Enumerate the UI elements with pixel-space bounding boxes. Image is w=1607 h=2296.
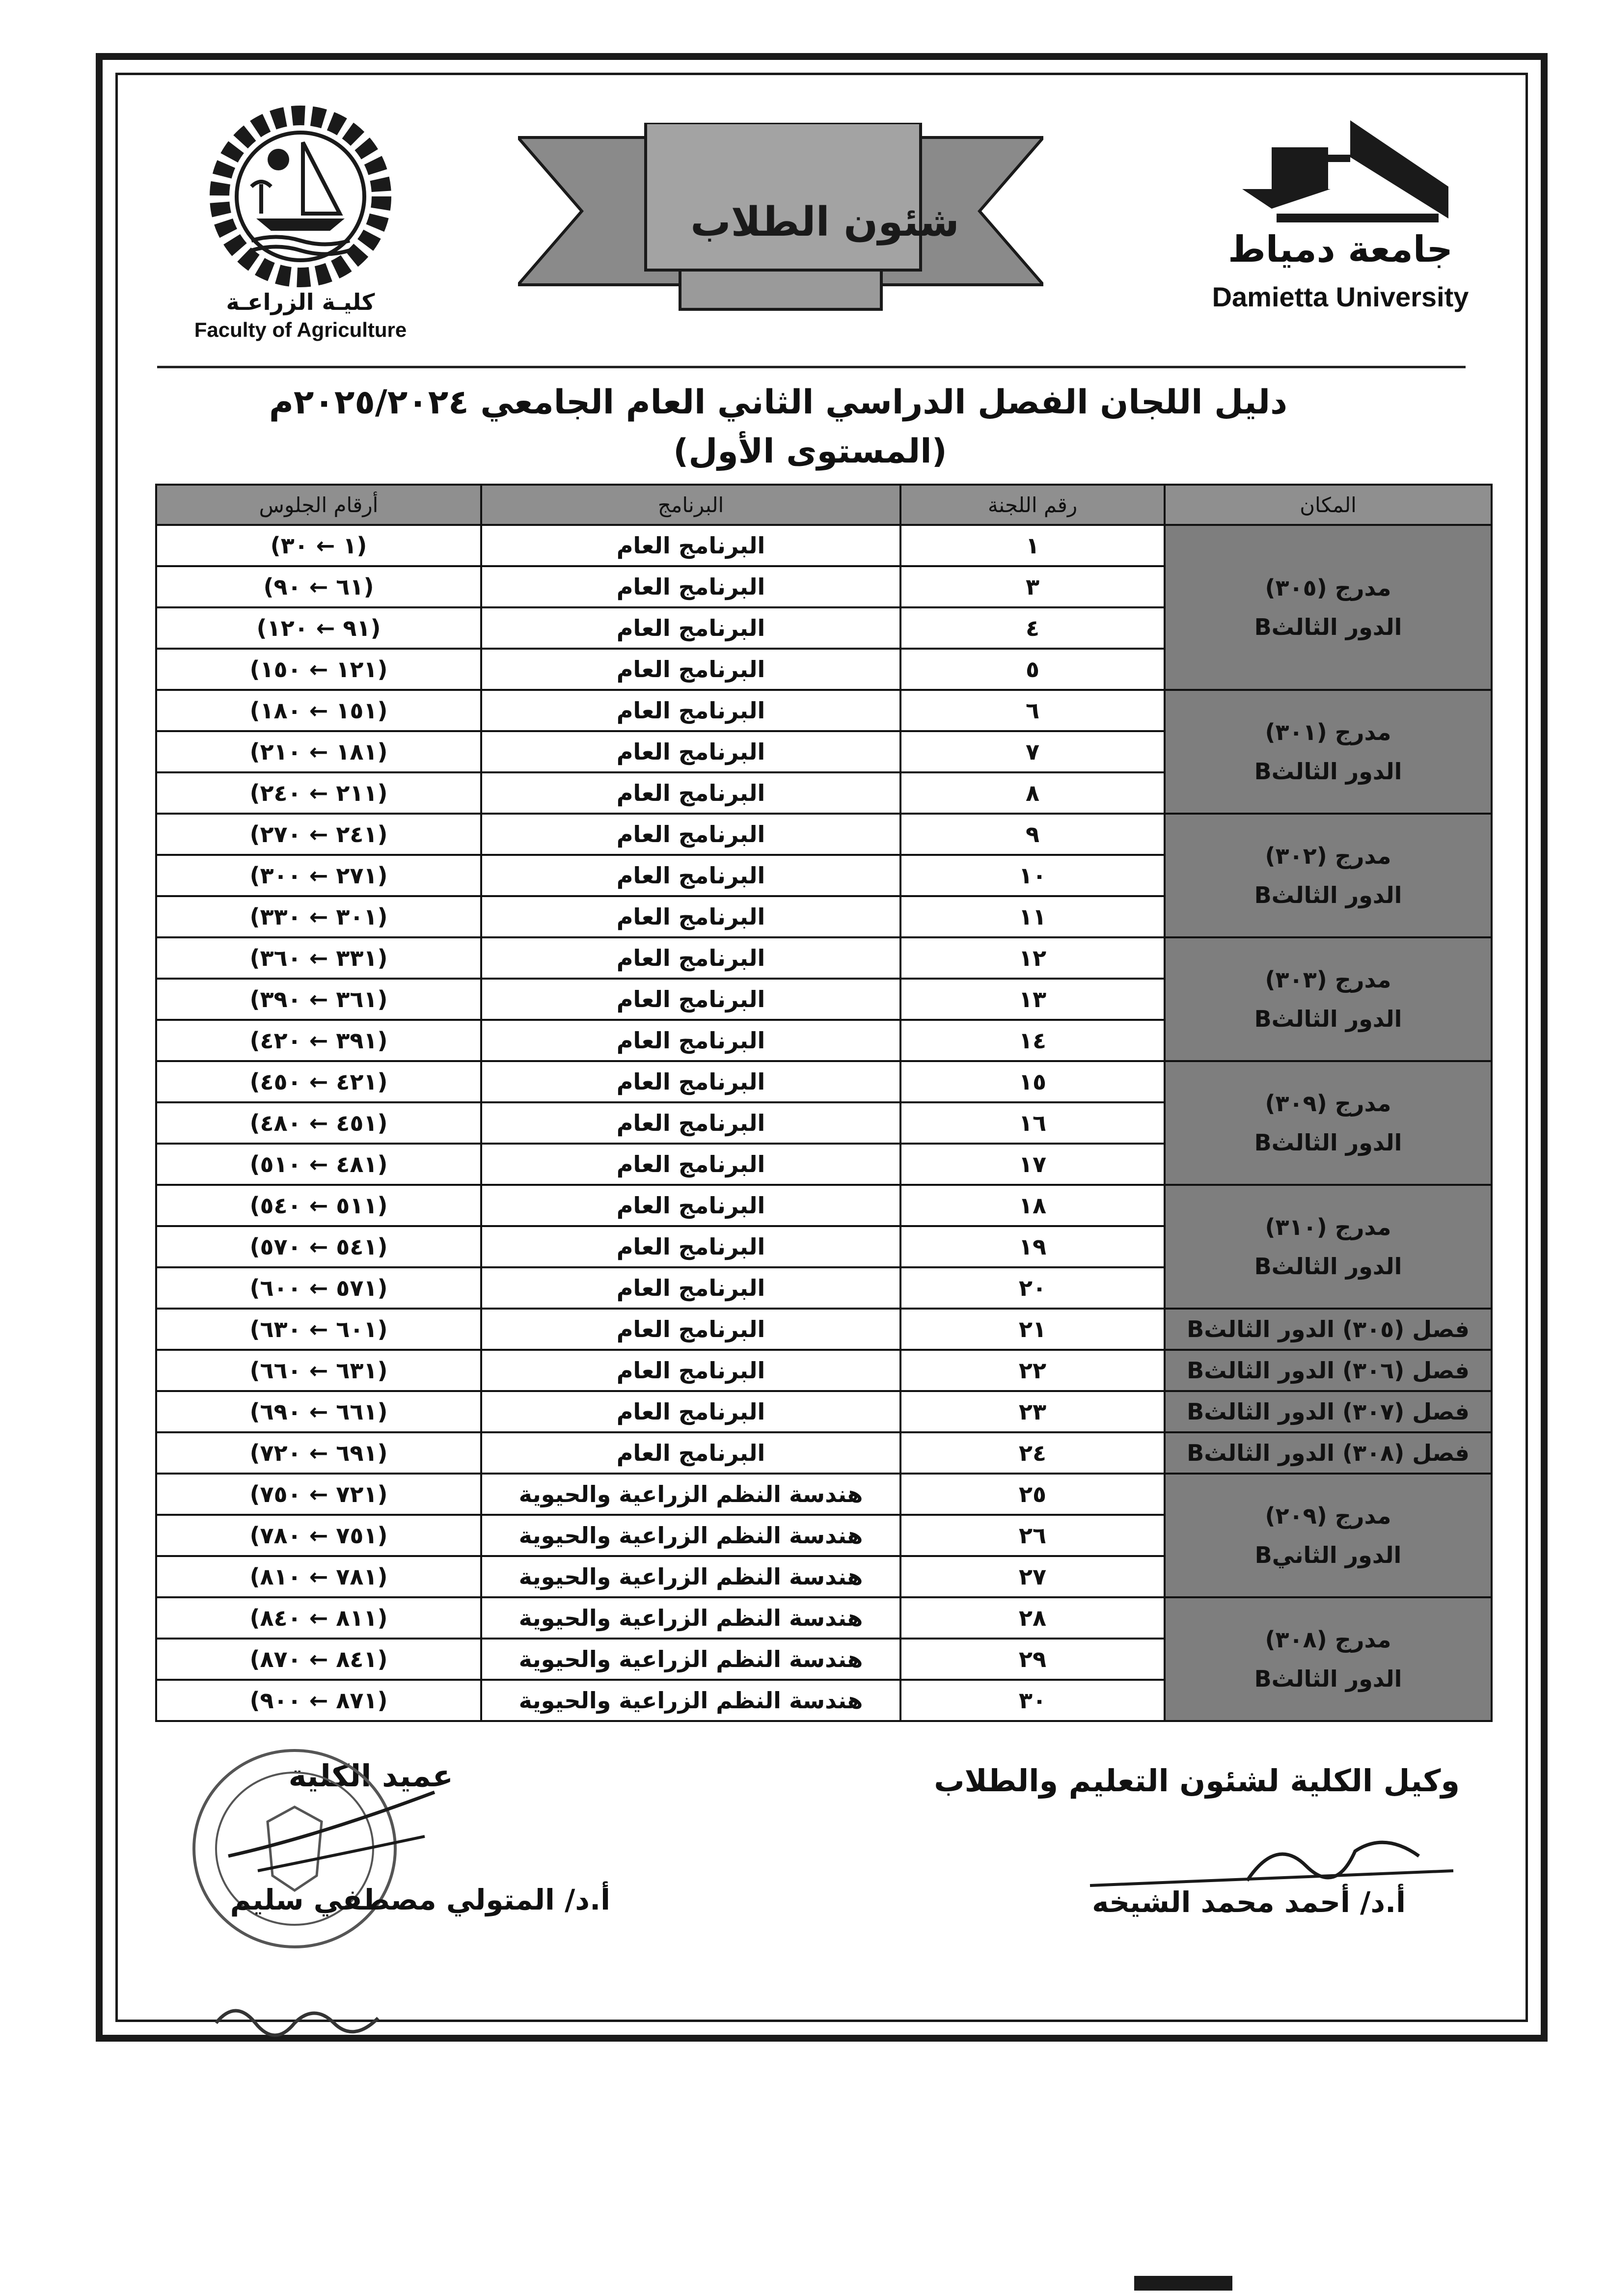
seats-cell: (٤٨١ ← ٥١٠) bbox=[156, 1144, 481, 1185]
committee-number: ٢٢ bbox=[900, 1350, 1165, 1391]
seats-cell: (٣٣١ ← ٣٦٠) bbox=[156, 937, 481, 979]
seats-cell: (١٨١ ← ٢١٠) bbox=[156, 731, 481, 772]
seats-cell: (٧٨١ ← ٨١٠) bbox=[156, 1556, 481, 1597]
committees-table bbox=[155, 484, 1493, 1722]
program-cell: البرنامج العام bbox=[481, 649, 900, 690]
seats-cell: (٦٣١ ← ٦٦٠) bbox=[156, 1350, 481, 1391]
bottom-scan-mark bbox=[1134, 2276, 1232, 2291]
committee-number: ٨ bbox=[900, 772, 1165, 814]
table-row bbox=[156, 690, 1492, 731]
seats-cell: (٤٢١ ← ٤٥٠) bbox=[156, 1061, 481, 1102]
program-cell: البرنامج العام bbox=[481, 525, 900, 566]
program-cell: البرنامج العام bbox=[481, 566, 900, 607]
seats-cell: (١٥١ ← ١٨٠) bbox=[156, 690, 481, 731]
program-cell: البرنامج العام bbox=[481, 1020, 900, 1061]
committee-number: ٢٨ bbox=[900, 1597, 1165, 1639]
program-cell: البرنامج العام bbox=[481, 731, 900, 772]
program-cell: البرنامج العام bbox=[481, 1432, 900, 1474]
committee-number: ٤ bbox=[900, 607, 1165, 649]
program-cell: البرنامج العام bbox=[481, 1309, 900, 1350]
place-cell: مدرج (٣٠٣) الدور الثالثB bbox=[1165, 937, 1492, 1061]
dean-title: عميد الكلية bbox=[288, 1758, 453, 1794]
program-cell: البرنامج العام bbox=[481, 1226, 900, 1267]
table-row bbox=[156, 1432, 1492, 1474]
seats-cell: (٦١ ← ٩٠) bbox=[156, 566, 481, 607]
table-row bbox=[156, 937, 1492, 979]
program-cell: البرنامج العام bbox=[481, 896, 900, 937]
committee-number: ١٣ bbox=[900, 979, 1165, 1020]
faculty-name-en: Faculty of Agriculture bbox=[194, 318, 407, 341]
committee-number: ٢٣ bbox=[900, 1391, 1165, 1432]
document-title: دليل اللجان الفصل الدراسي الثاني العام الجامعي ٢٠٢٥/٢٠٢٤م bbox=[269, 383, 1287, 422]
table-row bbox=[156, 814, 1492, 855]
program-cell: البرنامج العام bbox=[481, 1267, 900, 1309]
program-cell: البرنامج العام bbox=[481, 1185, 900, 1226]
table-row bbox=[156, 525, 1492, 566]
committee-number: ١٠ bbox=[900, 855, 1165, 896]
seats-cell: (٥٧١ ← ٦٠٠) bbox=[156, 1267, 481, 1309]
header-place: المكان bbox=[1165, 485, 1492, 525]
committee-number: ٢٩ bbox=[900, 1639, 1165, 1680]
official-stamp bbox=[169, 1733, 444, 1959]
program-cell: هندسة النظم الزراعية والحيوية bbox=[481, 1680, 900, 1721]
committee-number: ١٢ bbox=[900, 937, 1165, 979]
program-cell: البرنامج العام bbox=[481, 607, 900, 649]
table-row bbox=[156, 1474, 1492, 1515]
committee-number: ١٨ bbox=[900, 1185, 1165, 1226]
committee-number: ١ bbox=[900, 525, 1165, 566]
program-cell: البرنامج العام bbox=[481, 937, 900, 979]
faculty-name-ar: كليـة الزراعـة bbox=[226, 289, 375, 315]
vice-dean-name: أ.د/ أحمد محمد الشيخه bbox=[1092, 1886, 1406, 1919]
seats-cell: (٦٩١ ← ٧٢٠) bbox=[156, 1432, 481, 1474]
program-cell: البرنامج العام bbox=[481, 772, 900, 814]
table-row bbox=[156, 1597, 1492, 1639]
place-cell: مدرج (٣١٠) الدور الثالثB bbox=[1165, 1185, 1492, 1309]
header-committee: رقم اللجنة bbox=[900, 485, 1165, 525]
table-row bbox=[156, 1391, 1492, 1432]
seats-cell: (٢٧١ ← ٣٠٠) bbox=[156, 855, 481, 896]
committee-number: ٧ bbox=[900, 731, 1165, 772]
header-divider bbox=[157, 366, 1466, 368]
program-cell: البرنامج العام bbox=[481, 1350, 900, 1391]
seats-cell: (٣٩١ ← ٤٢٠) bbox=[156, 1020, 481, 1061]
program-cell: البرنامج العام bbox=[481, 690, 900, 731]
place-cell: فصل (٣٠٥) الدور الثالثB bbox=[1165, 1309, 1492, 1350]
committee-number: ١٦ bbox=[900, 1102, 1165, 1144]
program-cell: هندسة النظم الزراعية والحيوية bbox=[481, 1597, 900, 1639]
table-row bbox=[156, 1350, 1492, 1391]
seats-cell: (٩١ ← ١٢٠) bbox=[156, 607, 481, 649]
table-row bbox=[156, 1185, 1492, 1226]
program-cell: البرنامج العام bbox=[481, 1102, 900, 1144]
seats-cell: (٢٤١ ← ٢٧٠) bbox=[156, 814, 481, 855]
document-subtitle: (المستوى الأول) bbox=[673, 432, 947, 471]
seats-cell: (٨٤١ ← ٨٧٠) bbox=[156, 1639, 481, 1680]
program-cell: هندسة النظم الزراعية والحيوية bbox=[481, 1639, 900, 1680]
university-name-ar: جامعة دمياط bbox=[1228, 228, 1453, 271]
program-cell: البرنامج العام bbox=[481, 814, 900, 855]
place-cell: فصل (٣٠٨) الدور الثالثB bbox=[1165, 1432, 1492, 1474]
banner-label: شئون الطلاب bbox=[690, 199, 959, 246]
handwritten-number bbox=[206, 1989, 393, 2048]
place-cell: مدرج (٣٠٥) الدور الثالثB bbox=[1165, 525, 1492, 690]
committee-number: ٥ bbox=[900, 649, 1165, 690]
seats-cell: (٥١١ ← ٥٤٠) bbox=[156, 1185, 481, 1226]
place-cell: مدرج (٣٠٩) الدور الثالثB bbox=[1165, 1061, 1492, 1185]
committee-number: ١٥ bbox=[900, 1061, 1165, 1102]
program-cell: هندسة النظم الزراعية والحيوية bbox=[481, 1556, 900, 1597]
committee-number: ٩ bbox=[900, 814, 1165, 855]
seats-cell: (٦٦١ ← ٦٩٠) bbox=[156, 1391, 481, 1432]
vice-dean-signature bbox=[1080, 1817, 1473, 1895]
seats-cell: (٦٠١ ← ٦٣٠) bbox=[156, 1309, 481, 1350]
seats-cell: (٣٦١ ← ٣٩٠) bbox=[156, 979, 481, 1020]
place-cell: مدرج (٣٠١) الدور الثالثB bbox=[1165, 690, 1492, 814]
committee-number: ٣٠ bbox=[900, 1680, 1165, 1721]
program-cell: البرنامج العام bbox=[481, 855, 900, 896]
table-header-row bbox=[156, 485, 1492, 525]
seats-cell: (٣٠١ ← ٣٣٠) bbox=[156, 896, 481, 937]
committee-number: ١٤ bbox=[900, 1020, 1165, 1061]
seats-cell: (٢١١ ← ٢٤٠) bbox=[156, 772, 481, 814]
committee-number: ٢٥ bbox=[900, 1474, 1165, 1515]
committee-number: ١٧ bbox=[900, 1144, 1165, 1185]
program-cell: هندسة النظم الزراعية والحيوية bbox=[481, 1474, 900, 1515]
committee-number: ٦ bbox=[900, 690, 1165, 731]
committee-number: ٣ bbox=[900, 566, 1165, 607]
program-cell: البرنامج العام bbox=[481, 1391, 900, 1432]
seats-cell: (٨٧١ ← ٩٠٠) bbox=[156, 1680, 481, 1721]
seats-cell: (٥٤١ ← ٥٧٠) bbox=[156, 1226, 481, 1267]
seats-cell: (١٢١ ← ١٥٠) bbox=[156, 649, 481, 690]
committee-number: ١٩ bbox=[900, 1226, 1165, 1267]
committee-number: ٢٤ bbox=[900, 1432, 1165, 1474]
seats-cell: (١ ← ٣٠) bbox=[156, 525, 481, 566]
place-cell: مدرج (٢٠٩) الدور الثانيB bbox=[1165, 1474, 1492, 1597]
committee-number: ٢٠ bbox=[900, 1267, 1165, 1309]
header-program: البرنامج bbox=[481, 485, 900, 525]
table-row bbox=[156, 1061, 1492, 1102]
committee-number: ٢١ bbox=[900, 1309, 1165, 1350]
seats-cell: (٤٥١ ← ٤٨٠) bbox=[156, 1102, 481, 1144]
place-cell: مدرج (٣٠٨) الدور الثالثB bbox=[1165, 1597, 1492, 1721]
place-cell: مدرج (٣٠٢) الدور الثالثB bbox=[1165, 814, 1492, 937]
university-name-en: Damietta University bbox=[1212, 281, 1469, 312]
program-cell: البرنامج العام bbox=[481, 1061, 900, 1102]
place-cell: فصل (٣٠٧) الدور الثالثB bbox=[1165, 1391, 1492, 1432]
committee-number: ١١ bbox=[900, 896, 1165, 937]
committee-number: ٢٦ bbox=[900, 1515, 1165, 1556]
place-cell: فصل (٣٠٦) الدور الثالثB bbox=[1165, 1350, 1492, 1391]
header-seats: أرقام الجلوس bbox=[156, 485, 481, 525]
committee-number: ٢٧ bbox=[900, 1556, 1165, 1597]
program-cell: البرنامج العام bbox=[481, 1144, 900, 1185]
table-row bbox=[156, 1309, 1492, 1350]
program-cell: هندسة النظم الزراعية والحيوية bbox=[481, 1515, 900, 1556]
seats-cell: (٨١١ ← ٨٤٠) bbox=[156, 1597, 481, 1639]
vice-dean-title: وكيل الكلية لشئون التعليم والطلاب bbox=[934, 1763, 1460, 1799]
dean-name: أ.د/ المتولي مصطفي سليم bbox=[230, 1883, 610, 1916]
seats-cell: (٧٥١ ← ٧٨٠) bbox=[156, 1515, 481, 1556]
program-cell: البرنامج العام bbox=[481, 979, 900, 1020]
seats-cell: (٧٢١ ← ٧٥٠) bbox=[156, 1474, 481, 1515]
faculty-of-agriculture-logo bbox=[183, 98, 418, 314]
